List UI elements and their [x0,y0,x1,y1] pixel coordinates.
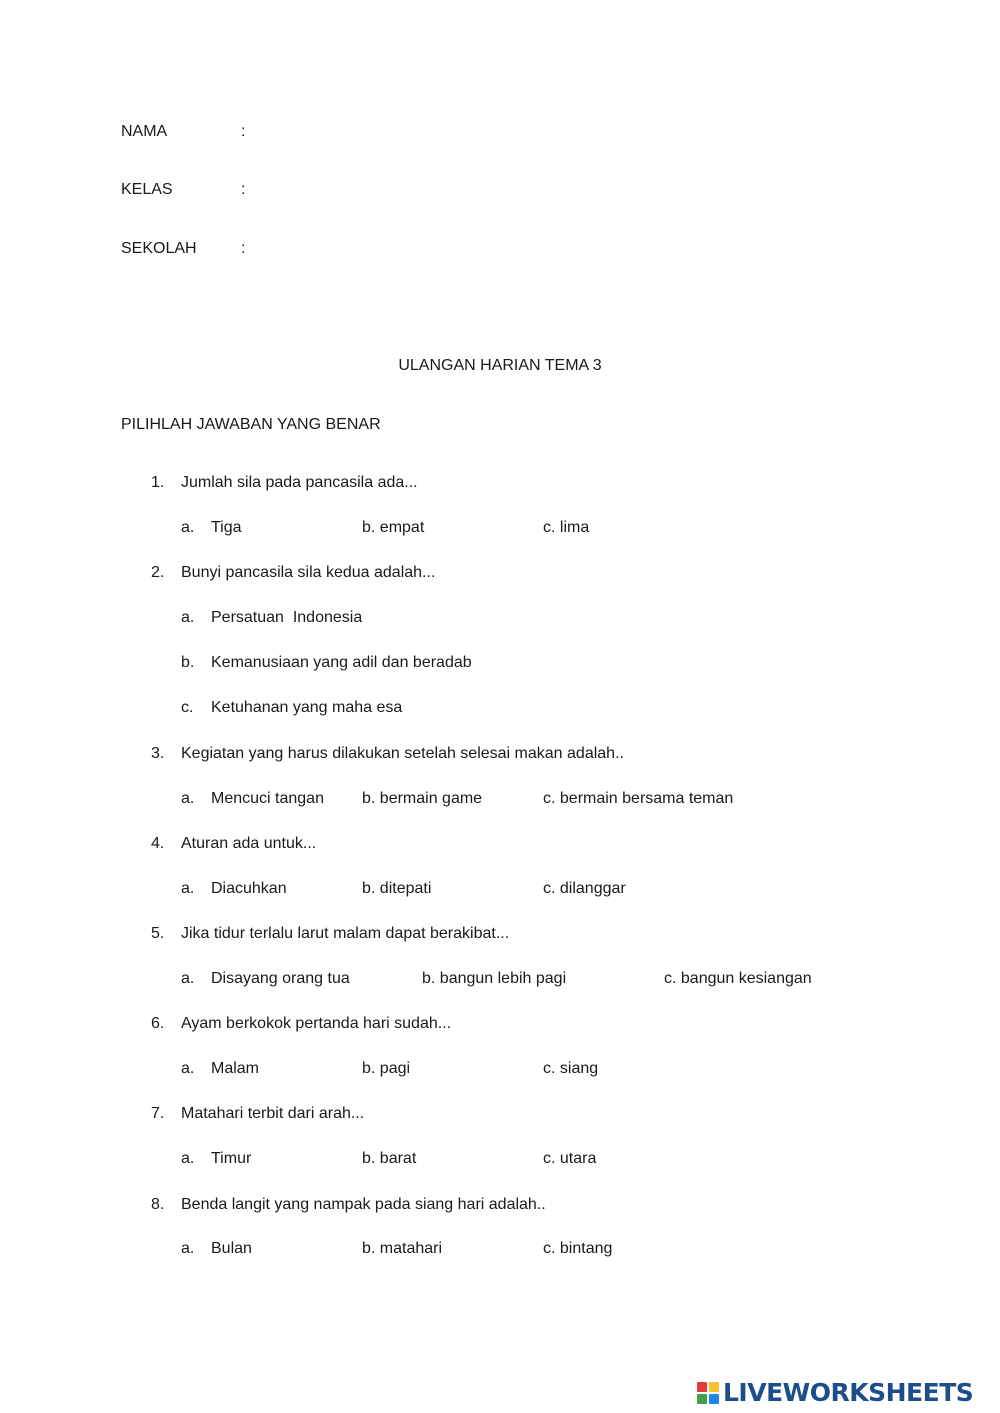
option-b: b. matahari [362,1240,443,1257]
question-text: Bunyi pancasila sila kedua adalah... [181,564,436,581]
logo-square [697,1394,707,1404]
instruction: PILIHLAH JAWABAN YANG BENAR [121,416,381,433]
option-a: Timur [211,1150,252,1167]
option-b: b. bangun lebih pagi [422,970,567,987]
option-letter: a. [181,970,195,987]
option-c: c. bermain bersama teman [543,790,734,807]
option-a: Malam [211,1060,260,1077]
option-c: c. lima [543,519,590,536]
option-c: c. bangun kesiangan [664,970,812,987]
option-a: Tiga [211,519,242,536]
question-number: 7. [151,1105,165,1122]
logo-square [697,1382,707,1392]
field-label-nama: NAMA [121,123,168,140]
option-letter: a. [181,1240,195,1257]
option-letter: a. [181,880,195,897]
option-letter: a. [181,1150,195,1167]
question-number: 8. [151,1196,165,1213]
field-colon-sekolah: : [241,240,246,257]
option-letter: a. [181,1060,195,1077]
option-a: Diacuhkan [211,880,287,897]
option-c: Ketuhanan yang maha esa [211,699,403,716]
option-c: c. utara [543,1150,597,1167]
question-number: 4. [151,835,165,852]
option-letter: a. [181,519,195,536]
option-letter: b. [181,654,195,671]
question-text: Kegiatan yang harus dilakukan setelah selesai makan adalah.. [181,745,624,762]
option-a: Disayang orang tua [211,970,350,987]
question-text: Jumlah sila pada pancasila ada... [181,474,418,491]
option-b: b. ditepati [362,880,432,897]
logo-square [709,1394,719,1404]
option-c: c. siang [543,1060,599,1077]
page-title: ULANGAN HARIAN TEMA 3 [398,357,602,374]
question-text: Jika tidur terlalu larut malam dapat berakibat... [181,925,510,942]
option-b: Kemanusiaan yang adil dan beradab [211,654,472,671]
option-a: Mencuci tangan [211,790,324,807]
question-number: 3. [151,745,165,762]
question-number: 2. [151,564,165,581]
option-b: b. empat [362,519,425,536]
question-number: 5. [151,925,165,942]
question-text: Benda langit yang nampak pada siang hari adalah.. [181,1196,546,1213]
liveworksheets-logo [697,1379,973,1407]
question-text: Ayam berkokok pertanda hari sudah... [181,1015,452,1032]
logo-mark-icon [697,1382,719,1404]
logo-text: LIVEWORKSHEETS [723,1378,974,1407]
option-letter: a. [181,790,195,807]
option-c: c. bintang [543,1240,613,1257]
option-b: b. barat [362,1150,417,1167]
field-colon-kelas: : [241,181,246,198]
option-b: b. bermain game [362,790,483,807]
field-label-kelas: KELAS [121,181,173,198]
field-colon-nama: : [241,123,246,140]
question-number: 6. [151,1015,165,1032]
logo-square [709,1382,719,1392]
question-number: 1. [151,474,165,491]
option-b: b. pagi [362,1060,411,1077]
option-a: Persatuan Indonesia [211,609,363,626]
question-text: Aturan ada untuk... [181,835,317,852]
question-text: Matahari terbit dari arah... [181,1105,365,1122]
field-label-sekolah: SEKOLAH [121,240,197,257]
option-c: c. dilanggar [543,880,626,897]
option-a: Bulan [211,1240,252,1257]
option-letter: a. [181,609,195,626]
option-letter: c. [181,699,194,716]
